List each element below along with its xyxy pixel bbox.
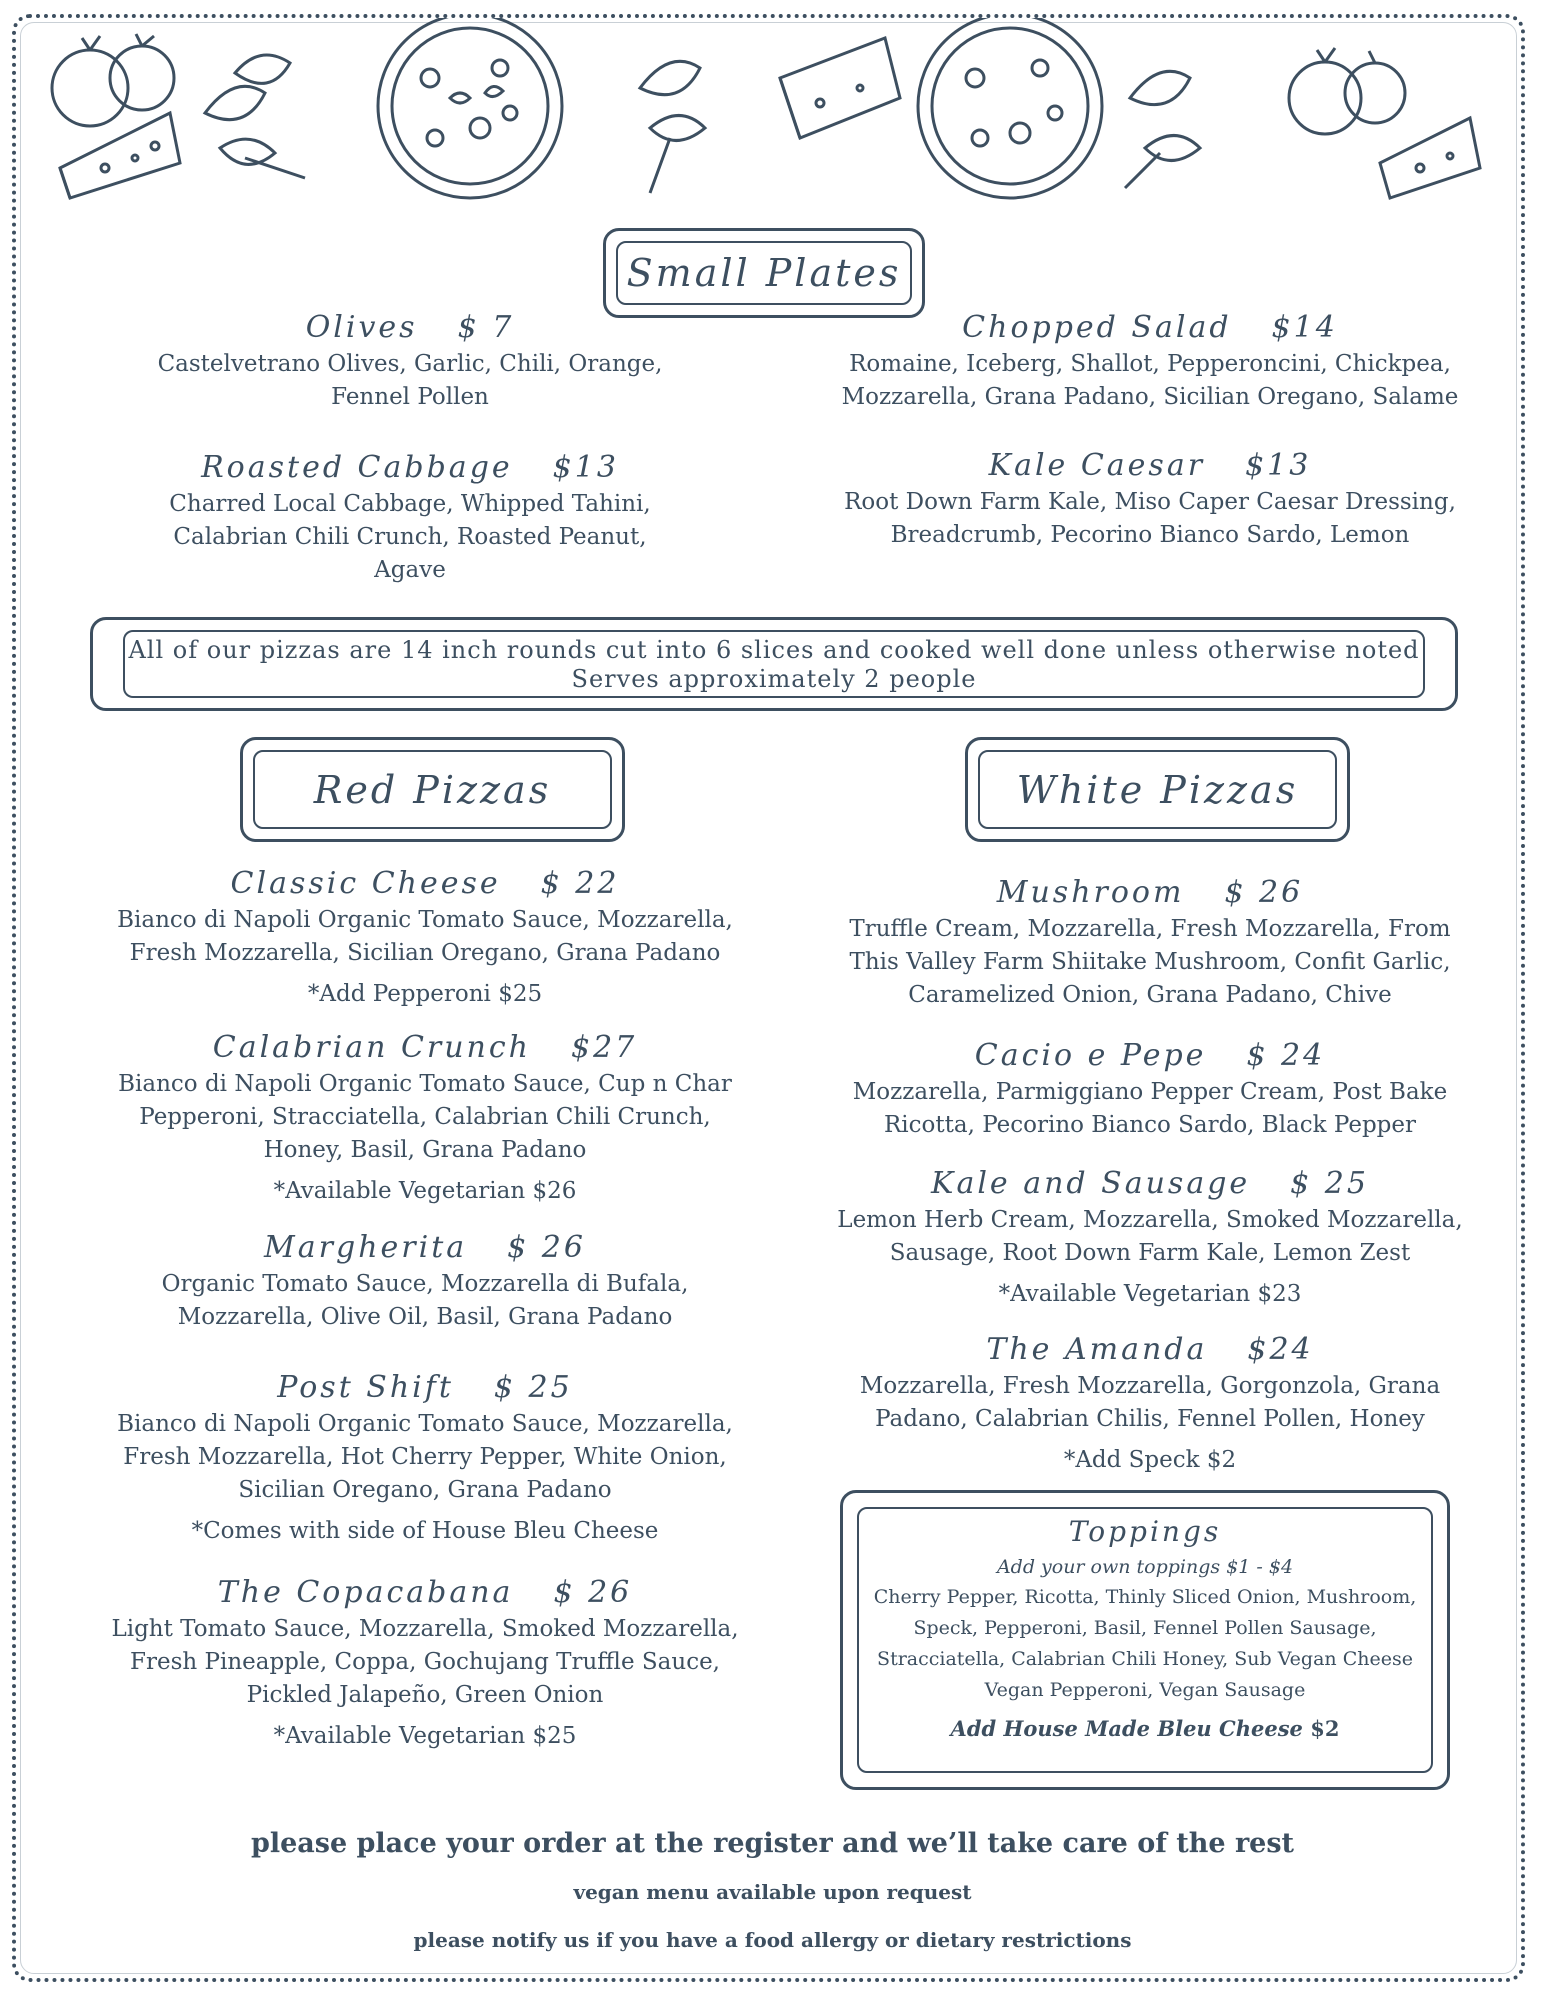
item-description: Bianco di Napoli Organic Tomato Sauce, Mozzarella, Fresh Mozzarella, Sicilian Oregano, Grana Padano [117,907,733,966]
item-name: Chopped Salad [962,310,1232,345]
item-price: $13 [1245,448,1312,483]
basil-illustration [205,55,305,178]
item-price: $ 22 [540,866,620,901]
item-price: $27 [571,1030,638,1065]
toppings-box [840,1490,1450,1790]
section-title: Red Pizzas [253,750,612,829]
menu-item-kale-caesar [840,448,1460,552]
item-name: Roasted Cabbage [201,450,513,485]
toppings-title: Toppings [1068,1515,1222,1548]
item-name: The Amanda [986,1332,1208,1367]
item-description: Mozzarella, Parmiggiano Pepper Cream, Post Bake Ricotta, Pecorino Bianco Sardo, Black Pepper [852,1079,1448,1138]
cheese-wedge-illustration [1380,118,1480,198]
item-price: $24 [1247,1332,1314,1367]
basil-illustration [640,61,705,193]
toppings-subtitle: Add your own toppings $1 - $4 [996,1556,1294,1578]
item-description: Bianco di Napoli Organic Tomato Sauce, Cup n Char Pepperoni, Stracciatella, Calabrian Chili Crunch, Honey, Basil, Grana Padano [118,1071,732,1163]
item-description: Root Down Farm Kale, Miso Caper Caesar Dressing, Breadcrumb, Pecorino Bianco Sardo, Lemon [844,489,1456,548]
pizza-info-box [90,617,1458,711]
item-price: $ 7 [457,310,515,345]
pizza-info-line1: All of our pizzas are 14 inch rounds cut into 6 slices and cooked well done unless otherwise noted [128,636,1420,664]
item-name: Margherita [264,1230,468,1265]
item-note: *Available Vegetarian $26 [273,1178,577,1204]
menu-item-the-copacabana [110,1575,740,1753]
menu-item-classic-cheese [110,866,740,1011]
item-name: Cacio e Pepe [974,1038,1207,1073]
small-plates-title-box [603,228,925,318]
item-name: Post Shift [277,1370,454,1405]
footer-vegan-note: vegan menu available upon request [573,1880,972,1904]
item-description: Truffle Cream, Mozzarella, Fresh Mozzarella, From This Valley Farm Shiitake Mushroom, Confit Garlic, Caramelized Onion, Grana Padano, Chive [849,916,1451,1008]
item-note: *Add Pepperoni $25 [307,981,543,1007]
menu-item-chopped-salad [840,310,1460,414]
item-name: Calabrian Crunch [212,1030,531,1065]
item-description: Charred Local Cabbage, Whipped Tahini, Calabrian Chili Crunch, Roasted Peanut, Agave [169,491,651,583]
menu-item-calabrian-crunch [110,1030,740,1208]
item-description: Light Tomato Sauce, Mozzarella, Smoked Mozzarella, Fresh Pineapple, Coppa, Gochujang Truffle Sauce, Pickled Jalapeño, Green Onion [111,1616,739,1708]
basil-illustration [1125,71,1200,188]
footer-allergy-note: please notify us if you have a food allergy or dietary restrictions [413,1928,1132,1952]
item-note: *Available Vegetarian $25 [273,1723,577,1749]
tomato-illustration [1289,48,1405,134]
menu-item-roasted-cabbage [120,450,700,587]
menu-item-post-shift [110,1370,740,1548]
white-pizzas-title-box [965,737,1350,842]
cheese-wedge-illustration [60,113,180,198]
pizza-info-line2: Serves approximately 2 people [571,665,977,693]
item-name: Olives [305,310,418,345]
bleu-cheese-label: Add House Made Bleu Cheese [950,1716,1303,1741]
item-price: $ 26 [1224,875,1304,910]
item-name: Kale Caesar [988,448,1206,483]
tomato-illustration [52,34,174,126]
menu-item-kale-and-sausage [835,1166,1465,1311]
bleu-cheese-price: $2 [1310,1716,1340,1741]
menu-item-olives [120,310,700,414]
menu-item-margherita [110,1230,740,1334]
item-price: $ 25 [493,1370,573,1405]
item-price: $ 24 [1246,1038,1326,1073]
header-illustrations [30,18,1515,218]
item-name: Mushroom [996,875,1185,910]
item-name: Kale and Sausage [931,1166,1251,1201]
section-title: White Pizzas [978,750,1337,829]
menu-item-the-amanda [835,1332,1465,1477]
item-description: Organic Tomato Sauce, Mozzarella di Bufala, Mozzarella, Olive Oil, Basil, Grana Padano [161,1271,689,1330]
red-pizzas-title-box [240,737,625,842]
item-description: Lemon Herb Cream, Mozzarella, Smoked Mozzarella, Sausage, Root Down Farm Kale, Lemon Zest [837,1207,1463,1266]
pizza-illustration [378,18,562,198]
footer-order-note: please place your order at the register and we’ll take care of the rest [250,1828,1295,1859]
item-price: $13 [552,450,619,485]
item-price: $ 26 [507,1230,586,1265]
bleu-cheese-addon [859,1716,1431,1741]
cheese-wedge-illustration [780,38,900,138]
item-price: $ 26 [553,1575,633,1610]
item-price: $ 25 [1290,1166,1369,1201]
item-description: Bianco di Napoli Organic Tomato Sauce, Mozzarella, Fresh Mozzarella, Hot Cherry Pepper, White Onion, Sicilian Oregano, Grana Padano [117,1411,733,1503]
item-description: Castelvetrano Olives, Garlic, Chili, Orange, Fennel Pollen [157,351,663,410]
item-note: *Available Vegetarian $23 [998,1281,1302,1307]
item-name: The Copacabana [217,1575,514,1610]
item-note: *Add Speck $2 [1063,1447,1237,1473]
pizza-illustration [918,18,1102,198]
section-title: Small Plates [616,241,912,305]
menu-item-mushroom [835,875,1465,1012]
item-description: Romaine, Iceberg, Shallot, Pepperoncini, Chickpea, Mozzarella, Grana Padano, Sicilian Oregano, Salame [841,351,1459,410]
item-name: Classic Cheese [230,866,501,901]
item-price: $14 [1271,310,1338,345]
toppings-list: Cherry Pepper, Ricotta, Thinly Sliced Onion, Mushroom, Speck, Pepperoni, Basil, Fennel Pollen Sausage, Stracciatella, Calabrian Chili Honey, Sub Vegan Cheese Vegan Pepperoni, Vegan Sausage [873,1586,1417,1701]
item-description: Mozzarella, Fresh Mozzarella, Gorgonzola, Grana Padano, Calabrian Chilis, Fennel Pollen, Honey [859,1373,1441,1432]
menu-item-cacio-e-pepe [835,1038,1465,1142]
item-note: *Comes with side of House Bleu Cheese [191,1518,659,1544]
